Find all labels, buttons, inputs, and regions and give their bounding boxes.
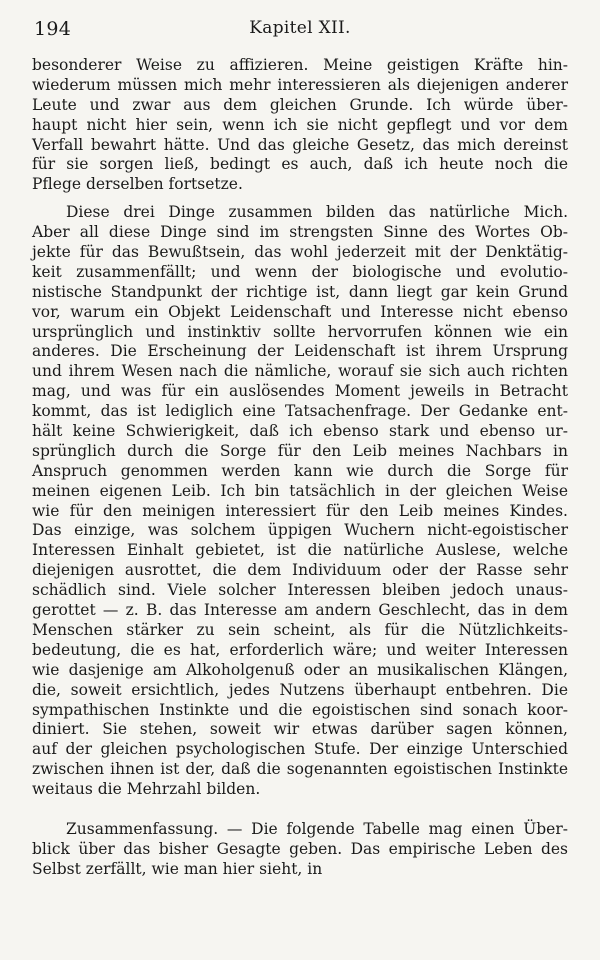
text-line: diejenigen ausrottet, die dem Individuum oder der Rasse sehr	[32, 561, 568, 580]
text-line: blick über das bisher Gesagte geben. Das empirische Leben des	[32, 839, 568, 858]
text-line: sprünglich durch die Sorge für den Leib meines Nachbars in	[32, 441, 568, 460]
paragraph-summary	[32, 820, 568, 880]
text-line: jekte für das Bewußtsein, das wohl jederzeit mit der Denktätig-	[32, 243, 568, 262]
text-line: weitaus die Mehrzahl bilden.	[32, 780, 261, 799]
page-body	[32, 56, 568, 880]
text-line: besonderer Weise zu affizieren. Meine geistigen Kräfte hin-	[32, 56, 568, 74]
text-line: mag, und was für ein auslösendes Moment jeweils in Betracht	[32, 382, 568, 401]
running-header	[34, 14, 566, 44]
text-line: hält keine Schwierigkeit, daß ich ebenso stark und ebenso ur-	[32, 422, 568, 441]
text-line: Leute und zwar aus dem gleichen Grunde. Ich würde über-	[32, 95, 568, 114]
text-line: zwischen ihnen ist der, daß die sogenannten egoistischen Instinkte	[32, 760, 568, 779]
text-line: gerottet — z. B. das Interesse am andern Geschlecht, das in dem	[32, 601, 568, 620]
text-line: keit zusammenfällt; und wenn der biologische und evolutio-	[32, 262, 568, 281]
text-line: haupt nicht hier sein, wenn ich sie nicht gepflegt und vor dem	[32, 115, 568, 134]
page-number: 194	[34, 18, 72, 40]
paragraph-1	[32, 56, 568, 195]
text-line: Diese drei Dinge zusammen bilden das natürliche Mich.	[66, 203, 568, 222]
text-line: Verfall bewahrt hätte. Und das gleiche Gesetz, das mich dereinst	[32, 135, 568, 154]
paragraph-2	[32, 203, 568, 800]
chapter-title: Kapitel XII.	[249, 18, 351, 38]
text-line: anderes. Die Erscheinung der Leidenschaft ist ihrem Ursprung	[32, 342, 568, 361]
text-line: sympathischen Instinkte und die egoistischen sind sonach koor-	[32, 700, 568, 719]
text-line: Selbst zerfällt, wie man hier sieht, in	[32, 859, 323, 878]
text-line: Interessen Einhalt gebietet, ist die natürliche Auslese, welche	[32, 541, 568, 560]
text-line: für sie sorgen ließ, bedingt es auch, daß ich heute noch die	[32, 155, 568, 174]
text-line: und ihrem Wesen nach die nämliche, worauf sie sich auch richten	[32, 362, 568, 381]
text-line: Das einzige, was solchem üppigen Wuchern nicht-egoistischer	[32, 521, 568, 540]
text-line: wie dasjenige am Alkoholgenuß oder an musikalischen Klängen,	[32, 660, 568, 679]
text-line: bedeutung, die es hat, erforderlich wäre; und weiter Interessen	[32, 640, 568, 659]
text-line: Menschen stärker zu sein scheint, als für die Nützlichkeits-	[32, 620, 568, 639]
text-line: wie für den meinigen interessiert für den Leib meines Kindes.	[32, 501, 568, 520]
text-line: ursprünglich und instinktiv sollte hervorrufen können wie ein	[32, 322, 568, 341]
text-line: kommt, das ist lediglich eine Tatsachenfrage. Der Gedanke ent-	[32, 402, 568, 421]
text-line: wiederum müssen mich mehr interessieren als diejenigen anderer	[32, 75, 568, 94]
text-line: Zusammenfassung. — Die folgende Tabelle mag einen Über-	[66, 819, 568, 838]
text-line: diniert. Sie stehen, soweit wir etwas darüber sagen können,	[32, 720, 568, 739]
text-line: die, soweit ersichtlich, jedes Nutzens überhaupt entbehren. Die	[32, 680, 568, 699]
text-line: meinen eigenen Leib. Ich bin tatsächlich in der gleichen Weise	[32, 481, 568, 500]
text-line: vor, warum ein Objekt Leidenschaft und Interesse nicht ebenso	[32, 302, 568, 321]
text-line: Aber all diese Dinge sind im strengsten Sinne des Wortes Ob-	[32, 223, 568, 242]
text-line: Anspruch genommen werden kann wie durch die Sorge für	[32, 461, 568, 480]
text-line: schädlich sind. Viele solcher Interessen bleiben jedoch unaus-	[32, 581, 568, 600]
text-line: nistische Standpunkt der richtige ist, dann liegt gar kein Grund	[32, 282, 568, 301]
text-line: auf der gleichen psychologischen Stufe. Der einzige Unterschied	[32, 740, 568, 759]
text-line: Pflege derselben fortsetze.	[32, 175, 243, 194]
